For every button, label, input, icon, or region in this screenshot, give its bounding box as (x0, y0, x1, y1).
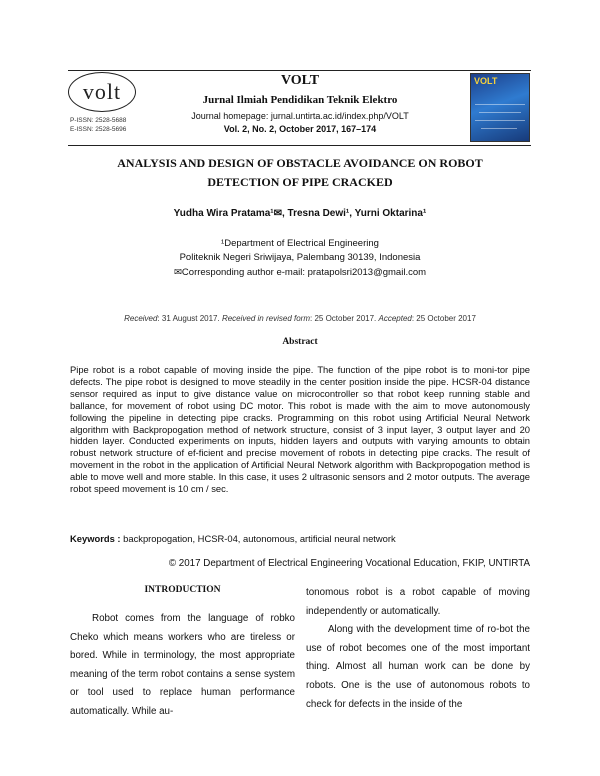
paper-title-line-1: ANALYSIS AND DESIGN OF OBSTACLE AVOIDANCE ON ROBOT (117, 156, 483, 170)
keywords (70, 533, 530, 544)
received-date: : 31 August 2017. (157, 314, 222, 323)
affiliation-department: ¹Department of Electrical Engineering (221, 238, 379, 249)
intro-left-column (70, 610, 295, 722)
issn-block (70, 116, 126, 134)
volume-info: Vol. 2, No. 2, October 2017, 167–174 (223, 124, 377, 134)
received-label: Received (124, 314, 158, 323)
cover-title: VOLT (474, 76, 498, 86)
journal-homepage: Journal homepage: jurnal.untirta.ac.id/index.php/VOLT (191, 111, 409, 121)
intro-paragraph-1: Robot comes from the language of robko Cheko which means workers who are tireless or bored. While in terminology, the most appropriate meaning of the term robot contains a sense system or tool used to replace human performance automatically. While au- (70, 613, 295, 717)
corresponding-author: ✉Corresponding author e-mail: pratapolsri2013@gmail.com (173, 267, 427, 278)
accepted-date: : 25 October 2017 (411, 314, 476, 323)
revised-label: Received in revised form (221, 314, 310, 323)
keywords-list: backpropogation, HCSR-04, autonomous, artificial neural network (120, 533, 396, 544)
abstract-heading: Abstract (282, 337, 318, 347)
revised-date: : 25 October 2017. (310, 314, 379, 323)
authors: Yudha Wira Pratama¹✉, Tresna Dewi¹, Yurni Oktarina¹ (173, 208, 427, 219)
submission-dates (70, 314, 530, 323)
introduction-heading: INTRODUCTION (144, 585, 221, 595)
logo-text: volt (82, 79, 122, 104)
intro-right-column (306, 584, 530, 714)
copyright-notice: © 2017 Department of Electrical Engineering Vocational Education, FKIP, UNTIRTA (168, 558, 530, 569)
abstract-text: Pipe robot is a robot capable of moving inside the pipe. The function of the pipe robot is to moni-tor pipe defects. The pipe robot is designed to move steadily in the center position inside the pipe. HCSR-04 distance sensor required as input to give distance value on microcontroller so that robot keep running stable and ballance, for movement of robot using DC motor. This robot is made with the aim to move autonomously following the pipeline in detecting pipe cracks. Programming on this robot using Artificial Neural Network algorithm with Backpropogation method of network structure, consist of 3 input layer, 3 output layer and 20 hidden layer. Conducted experiments on inputs, hidden layers and outputs with varying amounts to obtain robust network structure of ef-ficient and precise movement of robots in detecting pipe cracks. The result of movement in the robot in the application of Artificial Neural Network algorithm with Backpropogation method is able to move well and more stable. In this case, it uses 2 ultrasonic sensors and 2 motor outputs. The average robot speed movement is 10 cm / sec. (70, 364, 530, 495)
intro-paragraph-2: Along with the development time of ro-bot the use of robot becomes one of the most important thing. Almost all human work can be done by robots. One is the use of autonomous robots to check for defects in the inside of the (306, 624, 530, 710)
journal-abbr: VOLT (280, 73, 320, 88)
journal-name: Jurnal Ilmiah Pendidikan Teknik Elektro (202, 94, 398, 106)
paper-title-line-2: DETECTION OF PIPE CRACKED (207, 175, 393, 189)
keywords-label: Keywords : (70, 533, 121, 544)
issn-online: E-ISSN: 2528-5696 (70, 126, 127, 133)
paper-title (70, 154, 530, 192)
volt-logo (68, 72, 136, 112)
affiliation-institution: Politeknik Negeri Sriwijaya, Palembang 30139, Indonesia (179, 252, 421, 263)
accepted-label: Accepted (378, 314, 412, 323)
intro-paragraph-1-continued: tonomous robot is a robot capable of moving independently or automatically. (306, 587, 530, 617)
issn-print: P-ISSN: 2528-5688 (70, 117, 127, 124)
